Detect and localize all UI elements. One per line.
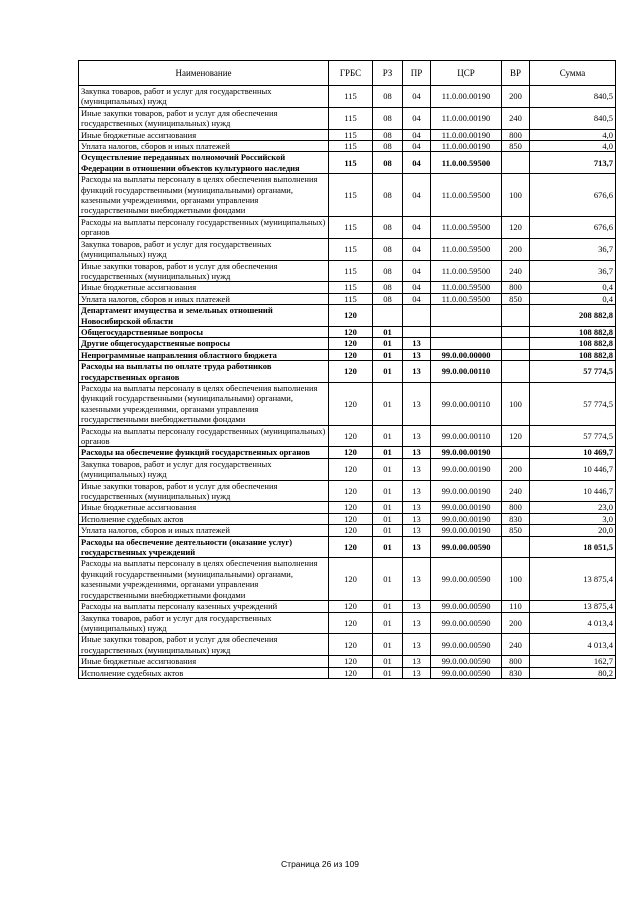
cell-sum: 13 875,4 (530, 601, 616, 612)
cell-vr (502, 361, 530, 383)
cell-vr: 850 (502, 141, 530, 152)
cell-rz: 01 (373, 634, 403, 656)
cell-csr (431, 338, 502, 349)
cell-grbs: 120 (329, 338, 373, 349)
cell-grbs: 120 (329, 667, 373, 678)
cell-name: Расходы на выплаты по оплате труда работников государственных органов (79, 361, 329, 383)
cell-grbs: 115 (329, 152, 373, 174)
header-csr: ЦСР (431, 61, 502, 86)
cell-vr: 200 (502, 238, 530, 260)
cell-rz: 08 (373, 141, 403, 152)
cell-pr: 04 (403, 174, 431, 217)
cell-name: Иные закупки товаров, работ и услуг для обеспечения государственных (муниципальных) нужд (79, 480, 329, 502)
cell-grbs: 115 (329, 129, 373, 140)
header-sum: Сумма (530, 61, 616, 86)
cell-vr: 120 (502, 425, 530, 447)
cell-csr (431, 326, 502, 337)
table-row (79, 480, 616, 502)
cell-csr: 99.0.00.00590 (431, 667, 502, 678)
table-row (79, 382, 616, 425)
cell-vr: 830 (502, 667, 530, 678)
cell-sum: 36,7 (530, 260, 616, 282)
cell-name: Расходы на выплаты персоналу в целях обеспечения выполнения функций государственными (муниципальными) органами, казенными учреждениями, органами управления государственными внебюджетными фондами (79, 382, 329, 425)
cell-grbs: 115 (329, 86, 373, 108)
cell-name: Иные бюджетные ассигнования (79, 129, 329, 140)
cell-rz: 01 (373, 458, 403, 480)
cell-rz (373, 305, 403, 327)
cell-name: Непрограммные направления областного бюджета (79, 349, 329, 360)
cell-pr: 13 (403, 536, 431, 558)
cell-rz: 01 (373, 656, 403, 667)
cell-csr: 99.0.00.00190 (431, 447, 502, 458)
header-name: Наименование (79, 61, 329, 86)
cell-rz: 08 (373, 152, 403, 174)
cell-grbs: 120 (329, 425, 373, 447)
cell-vr: 100 (502, 558, 530, 601)
cell-sum: 4,0 (530, 129, 616, 140)
table-row (79, 656, 616, 667)
cell-sum: 3,0 (530, 513, 616, 524)
cell-sum: 162,7 (530, 656, 616, 667)
table-row (79, 174, 616, 217)
cell-rz: 01 (373, 480, 403, 502)
cell-grbs: 120 (329, 349, 373, 360)
table-row (79, 349, 616, 360)
cell-vr (502, 338, 530, 349)
cell-sum: 676,6 (530, 216, 616, 238)
cell-name: Исполнение судебных актов (79, 667, 329, 678)
cell-vr: 240 (502, 634, 530, 656)
cell-rz: 01 (373, 525, 403, 536)
cell-pr: 04 (403, 107, 431, 129)
cell-rz: 01 (373, 612, 403, 634)
cell-sum: 80,2 (530, 667, 616, 678)
cell-pr: 13 (403, 612, 431, 634)
cell-grbs: 115 (329, 260, 373, 282)
cell-rz: 01 (373, 338, 403, 349)
cell-vr: 240 (502, 260, 530, 282)
cell-csr: 99.0.00.00590 (431, 558, 502, 601)
cell-pr: 04 (403, 293, 431, 304)
cell-pr: 04 (403, 282, 431, 293)
cell-sum: 0,4 (530, 293, 616, 304)
table-row (79, 216, 616, 238)
header-vr: ВР (502, 61, 530, 86)
cell-name: Расходы на выплаты персоналу казенных учреждений (79, 601, 329, 612)
cell-csr: 99.0.00.00110 (431, 382, 502, 425)
cell-vr: 110 (502, 601, 530, 612)
cell-grbs: 120 (329, 525, 373, 536)
cell-pr: 04 (403, 238, 431, 260)
cell-sum: 18 051,5 (530, 536, 616, 558)
cell-grbs: 120 (329, 513, 373, 524)
table-row (79, 293, 616, 304)
cell-grbs: 120 (329, 326, 373, 337)
cell-pr: 04 (403, 141, 431, 152)
cell-name: Иные закупки товаров, работ и услуг для обеспечения государственных (муниципальных) нужд (79, 260, 329, 282)
cell-pr: 04 (403, 129, 431, 140)
cell-rz: 08 (373, 86, 403, 108)
cell-csr: 11.0.00.59500 (431, 174, 502, 217)
cell-csr: 99.0.00.00190 (431, 513, 502, 524)
cell-vr: 200 (502, 612, 530, 634)
cell-pr: 13 (403, 513, 431, 524)
cell-name: Департамент имущества и земельных отношений Новосибирской области (79, 305, 329, 327)
cell-pr: 13 (403, 502, 431, 513)
table-row (79, 667, 616, 678)
cell-name: Осуществление переданных полномочий Российской Федерации в отношении объектов культурного наследия (79, 152, 329, 174)
cell-name: Иные бюджетные ассигнования (79, 282, 329, 293)
cell-pr: 04 (403, 152, 431, 174)
cell-grbs: 120 (329, 361, 373, 383)
cell-pr: 13 (403, 558, 431, 601)
cell-grbs: 120 (329, 656, 373, 667)
cell-name: Расходы на обеспечение функций государственных органов (79, 447, 329, 458)
cell-csr: 11.0.00.59500 (431, 282, 502, 293)
cell-csr: 99.0.00.00190 (431, 525, 502, 536)
cell-csr: 99.0.00.00190 (431, 480, 502, 502)
cell-grbs: 115 (329, 216, 373, 238)
cell-name: Закупка товаров, работ и услуг для государственных (муниципальных) нужд (79, 238, 329, 260)
cell-rz: 01 (373, 667, 403, 678)
cell-csr: 11.0.00.59500 (431, 238, 502, 260)
cell-csr: 99.0.00.00590 (431, 601, 502, 612)
cell-grbs: 115 (329, 238, 373, 260)
cell-pr: 04 (403, 216, 431, 238)
cell-pr: 13 (403, 338, 431, 349)
table-row (79, 107, 616, 129)
cell-csr: 11.0.00.00190 (431, 129, 502, 140)
cell-grbs: 120 (329, 634, 373, 656)
table-row (79, 86, 616, 108)
cell-vr (502, 349, 530, 360)
cell-rz: 08 (373, 107, 403, 129)
cell-rz: 08 (373, 282, 403, 293)
table-row (79, 282, 616, 293)
cell-vr: 800 (502, 282, 530, 293)
cell-name: Уплата налогов, сборов и иных платежей (79, 525, 329, 536)
cell-vr: 800 (502, 502, 530, 513)
cell-pr: 13 (403, 349, 431, 360)
cell-grbs: 115 (329, 107, 373, 129)
table-row (79, 502, 616, 513)
cell-name: Уплата налогов, сборов и иных платежей (79, 293, 329, 304)
cell-rz: 01 (373, 558, 403, 601)
cell-sum: 208 882,8 (530, 305, 616, 327)
cell-vr (502, 305, 530, 327)
cell-name: Закупка товаров, работ и услуг для государственных (муниципальных) нужд (79, 86, 329, 108)
table-row (79, 326, 616, 337)
cell-sum: 676,6 (530, 174, 616, 217)
cell-grbs: 120 (329, 612, 373, 634)
cell-grbs: 120 (329, 305, 373, 327)
cell-csr: 11.0.00.59500 (431, 216, 502, 238)
cell-name: Закупка товаров, работ и услуг для государственных (муниципальных) нужд (79, 458, 329, 480)
cell-vr: 240 (502, 107, 530, 129)
table-row (79, 238, 616, 260)
table-row (79, 513, 616, 524)
cell-csr: 99.0.00.00110 (431, 361, 502, 383)
cell-grbs: 120 (329, 558, 373, 601)
cell-rz: 01 (373, 349, 403, 360)
cell-sum: 4,0 (530, 141, 616, 152)
cell-rz: 01 (373, 361, 403, 383)
cell-vr: 100 (502, 382, 530, 425)
table-row (79, 558, 616, 601)
table-row (79, 458, 616, 480)
budget-table (78, 60, 616, 679)
cell-csr: 11.0.00.59500 (431, 260, 502, 282)
cell-name: Расходы на выплаты персоналу в целях обеспечения выполнения функций государственными (муниципальными) органами, казенными учреждениями, органами управления государственными внебюджетными фондами (79, 558, 329, 601)
cell-name: Расходы на выплаты персоналу государственных (муниципальных) органов (79, 425, 329, 447)
cell-grbs: 120 (329, 382, 373, 425)
cell-csr: 99.0.00.00590 (431, 612, 502, 634)
cell-rz: 08 (373, 238, 403, 260)
table-body (79, 86, 616, 679)
cell-grbs: 120 (329, 601, 373, 612)
cell-sum: 108 882,8 (530, 326, 616, 337)
cell-csr (431, 305, 502, 327)
cell-sum: 57 774,5 (530, 361, 616, 383)
cell-grbs: 115 (329, 141, 373, 152)
header-rz: РЗ (373, 61, 403, 86)
cell-name: Другие общегосударственные вопросы (79, 338, 329, 349)
cell-sum: 4 013,4 (530, 612, 616, 634)
cell-name: Иные бюджетные ассигнования (79, 502, 329, 513)
cell-name: Иные бюджетные ассигнования (79, 656, 329, 667)
cell-sum: 4 013,4 (530, 634, 616, 656)
cell-vr: 850 (502, 293, 530, 304)
cell-csr: 99.0.00.00190 (431, 502, 502, 513)
cell-pr: 13 (403, 458, 431, 480)
cell-pr: 13 (403, 425, 431, 447)
cell-vr: 800 (502, 129, 530, 140)
cell-grbs: 115 (329, 174, 373, 217)
cell-sum: 0,4 (530, 282, 616, 293)
cell-name: Общегосударственные вопросы (79, 326, 329, 337)
table-row (79, 260, 616, 282)
cell-csr: 99.0.00.00110 (431, 425, 502, 447)
cell-name: Уплата налогов, сборов и иных платежей (79, 141, 329, 152)
cell-grbs: 120 (329, 502, 373, 513)
cell-sum: 10 469,7 (530, 447, 616, 458)
cell-pr (403, 305, 431, 327)
cell-vr: 100 (502, 174, 530, 217)
cell-sum: 57 774,5 (530, 425, 616, 447)
table-row (79, 129, 616, 140)
cell-vr (502, 536, 530, 558)
cell-csr: 99.0.00.00190 (431, 458, 502, 480)
cell-vr: 200 (502, 86, 530, 108)
cell-rz: 01 (373, 536, 403, 558)
cell-rz: 01 (373, 382, 403, 425)
cell-pr: 13 (403, 382, 431, 425)
cell-csr: 11.0.00.00190 (431, 107, 502, 129)
cell-pr: 13 (403, 634, 431, 656)
table-row (79, 305, 616, 327)
table-row (79, 425, 616, 447)
cell-rz: 01 (373, 601, 403, 612)
cell-sum: 13 875,4 (530, 558, 616, 601)
cell-grbs: 120 (329, 536, 373, 558)
cell-pr: 13 (403, 667, 431, 678)
cell-rz: 01 (373, 502, 403, 513)
cell-vr: 830 (502, 513, 530, 524)
cell-rz: 08 (373, 174, 403, 217)
table-row (79, 525, 616, 536)
cell-sum: 840,5 (530, 86, 616, 108)
cell-name: Расходы на выплаты персоналу в целях обеспечения выполнения функций государственными (муниципальными) органами, казенными учреждениями, органами управления государственными внебюджетными фондами (79, 174, 329, 217)
cell-grbs: 115 (329, 293, 373, 304)
cell-sum: 36,7 (530, 238, 616, 260)
table-row (79, 338, 616, 349)
cell-sum: 57 774,5 (530, 382, 616, 425)
table-row (79, 152, 616, 174)
table-row (79, 361, 616, 383)
cell-name: Расходы на выплаты персоналу государственных (муниципальных) органов (79, 216, 329, 238)
cell-pr: 13 (403, 447, 431, 458)
cell-vr: 200 (502, 458, 530, 480)
cell-pr: 13 (403, 601, 431, 612)
cell-rz: 01 (373, 447, 403, 458)
cell-rz: 08 (373, 260, 403, 282)
cell-csr: 99.0.00.00590 (431, 656, 502, 667)
cell-pr: 13 (403, 480, 431, 502)
cell-csr: 11.0.00.00190 (431, 86, 502, 108)
cell-pr: 04 (403, 86, 431, 108)
header-pr: ПР (403, 61, 431, 86)
cell-rz: 01 (373, 425, 403, 447)
cell-name: Иные закупки товаров, работ и услуг для обеспечения государственных (муниципальных) нужд (79, 107, 329, 129)
cell-vr: 850 (502, 525, 530, 536)
cell-pr: 13 (403, 525, 431, 536)
cell-name: Расходы на обеспечение деятельности (оказание услуг) государственных учреждений (79, 536, 329, 558)
cell-vr: 800 (502, 656, 530, 667)
cell-sum: 10 446,7 (530, 458, 616, 480)
cell-name: Иные закупки товаров, работ и услуг для обеспечения государственных (муниципальных) нужд (79, 634, 329, 656)
cell-grbs: 120 (329, 458, 373, 480)
cell-csr: 11.0.00.00190 (431, 141, 502, 152)
cell-rz: 01 (373, 326, 403, 337)
cell-rz: 08 (373, 216, 403, 238)
page-number: Страница 26 из 109 (281, 859, 359, 869)
cell-sum: 713,7 (530, 152, 616, 174)
cell-rz: 08 (373, 293, 403, 304)
table-row (79, 601, 616, 612)
cell-vr (502, 326, 530, 337)
cell-sum: 108 882,8 (530, 338, 616, 349)
cell-sum: 840,5 (530, 107, 616, 129)
cell-csr: 99.0.00.00590 (431, 536, 502, 558)
cell-pr (403, 326, 431, 337)
cell-vr: 240 (502, 480, 530, 502)
table-row (79, 634, 616, 656)
cell-vr: 120 (502, 216, 530, 238)
cell-sum: 23,0 (530, 502, 616, 513)
table-row (79, 536, 616, 558)
cell-vr (502, 447, 530, 458)
cell-rz: 01 (373, 513, 403, 524)
cell-grbs: 115 (329, 282, 373, 293)
cell-name: Закупка товаров, работ и услуг для государственных (муниципальных) нужд (79, 612, 329, 634)
cell-csr: 99.0.00.00000 (431, 349, 502, 360)
cell-csr: 11.0.00.59500 (431, 152, 502, 174)
header-grbs: ГРБС (329, 61, 373, 86)
cell-name: Исполнение судебных актов (79, 513, 329, 524)
cell-rz: 08 (373, 129, 403, 140)
cell-pr: 13 (403, 656, 431, 667)
cell-grbs: 120 (329, 447, 373, 458)
cell-sum: 20,0 (530, 525, 616, 536)
table-row (79, 447, 616, 458)
table-header-row (79, 61, 616, 86)
cell-grbs: 120 (329, 480, 373, 502)
cell-pr: 13 (403, 361, 431, 383)
cell-vr (502, 152, 530, 174)
cell-sum: 108 882,8 (530, 349, 616, 360)
cell-pr: 04 (403, 260, 431, 282)
cell-sum: 10 446,7 (530, 480, 616, 502)
table-row (79, 612, 616, 634)
cell-csr: 11.0.00.59500 (431, 293, 502, 304)
table-row (79, 141, 616, 152)
cell-csr: 99.0.00.00590 (431, 634, 502, 656)
